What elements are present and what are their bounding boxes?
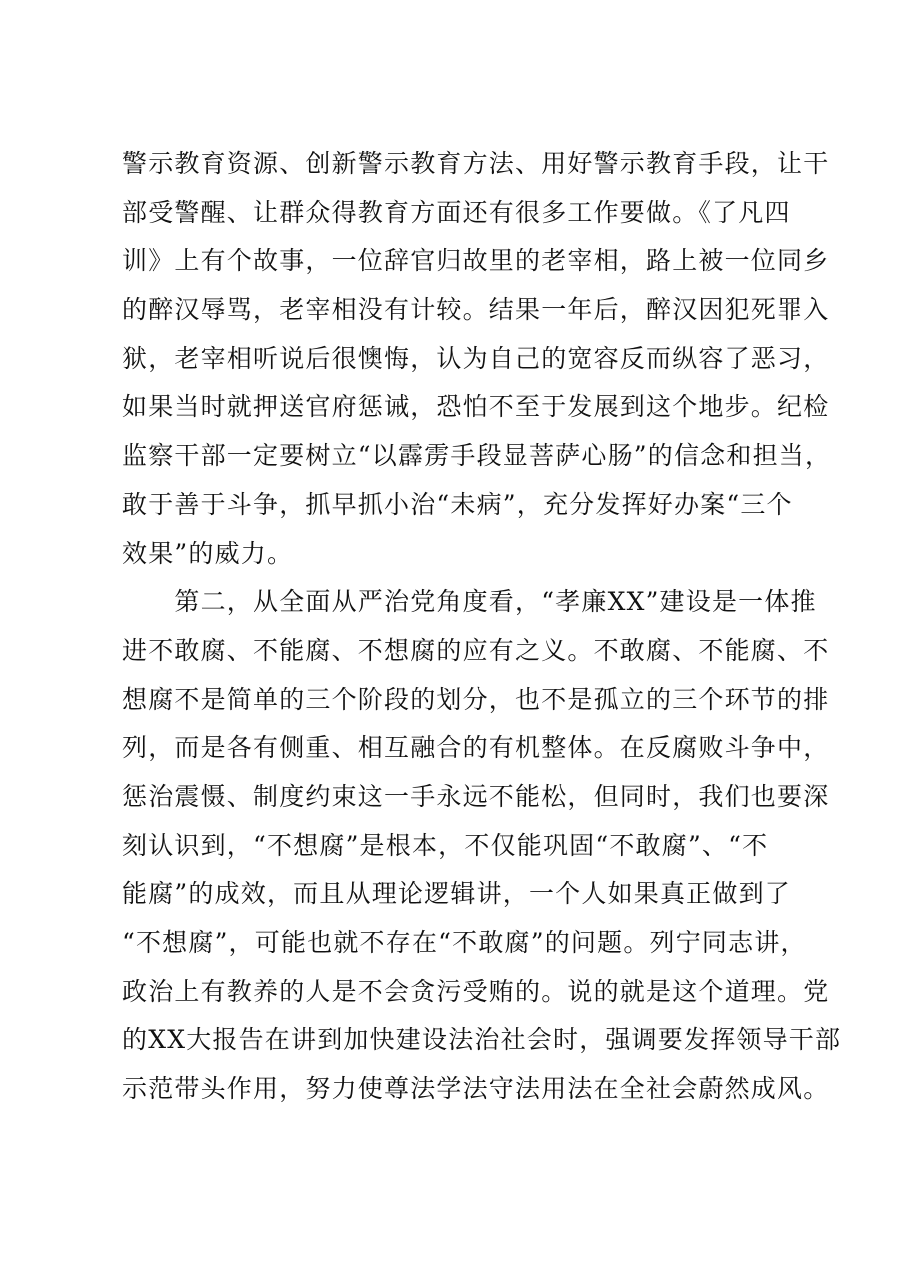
text-line: 如果当时就押送官府惩诫，恐怕不至于发展到这个地步。纪检	[122, 392, 830, 422]
body-text	[122, 140, 842, 1114]
text-line: 部受警醒、让群众得教育方面还有很多工作要做。《了凡四	[122, 197, 791, 227]
text-line: 列，而是各有侧重、相互融合的有机整体。在反腐败斗争中，	[122, 733, 830, 763]
text-line: 能腐”的成效，而且从理论逻辑讲，一个人如果真正做到了	[122, 879, 791, 909]
text-line: 监察干部一定要树立“以霹雳手段显菩萨心肠”的信念和担当，	[122, 441, 832, 471]
text-line: 示范带头作用，努力使尊法学法守法用法在全社会蔚然成风。	[122, 1074, 830, 1104]
text-line: 训》上有个故事，一位辞官归故里的老宰相，路上被一位同乡	[122, 246, 830, 276]
text-line: “不想腐”，可能也就不存在“不敢腐”的问题。列宁同志讲，	[122, 928, 807, 957]
text-line: 敢于善于斗争，抓早抓小治“未病”，充分发挥好办案“三个	[122, 489, 793, 519]
text-line: 刻认识到，“不想腐”是根本，不仅能巩固“不敢腐”、“不	[122, 830, 769, 860]
text-line: 警示教育资源、创新警示教育方法、用好警示教育手段，让干	[122, 149, 830, 178]
text-line: 的XX大报告在讲到加快建设法治社会时，强调要发挥领导干部	[122, 1025, 842, 1055]
text-line: 政治上有教养的人是不会贪污受贿的。说的就是这个道理。党	[122, 976, 830, 1006]
text-line: 效果”的威力。	[122, 538, 294, 568]
text-line: 想腐不是简单的三个阶段的划分，也不是孤立的三个环节的排	[122, 684, 830, 714]
text-line: 的醉汉辱骂，老宰相没有计较。结果一年后，醉汉因犯死罪入	[122, 295, 830, 325]
text-line: 进不敢腐、不能腐、不想腐的应有之义。不敢腐、不能腐、不	[122, 635, 830, 665]
text-line: 惩治震慑、制度约束这一手永远不能松，但同时，我们也要深	[122, 781, 830, 811]
text-line: 第二，从全面从严治党角度看，“孝廉XX”建设是一体推	[122, 587, 817, 617]
text-line: 狱，老宰相听说后很懊悔，认为自己的宽容反而纵容了恶习，	[122, 343, 830, 373]
